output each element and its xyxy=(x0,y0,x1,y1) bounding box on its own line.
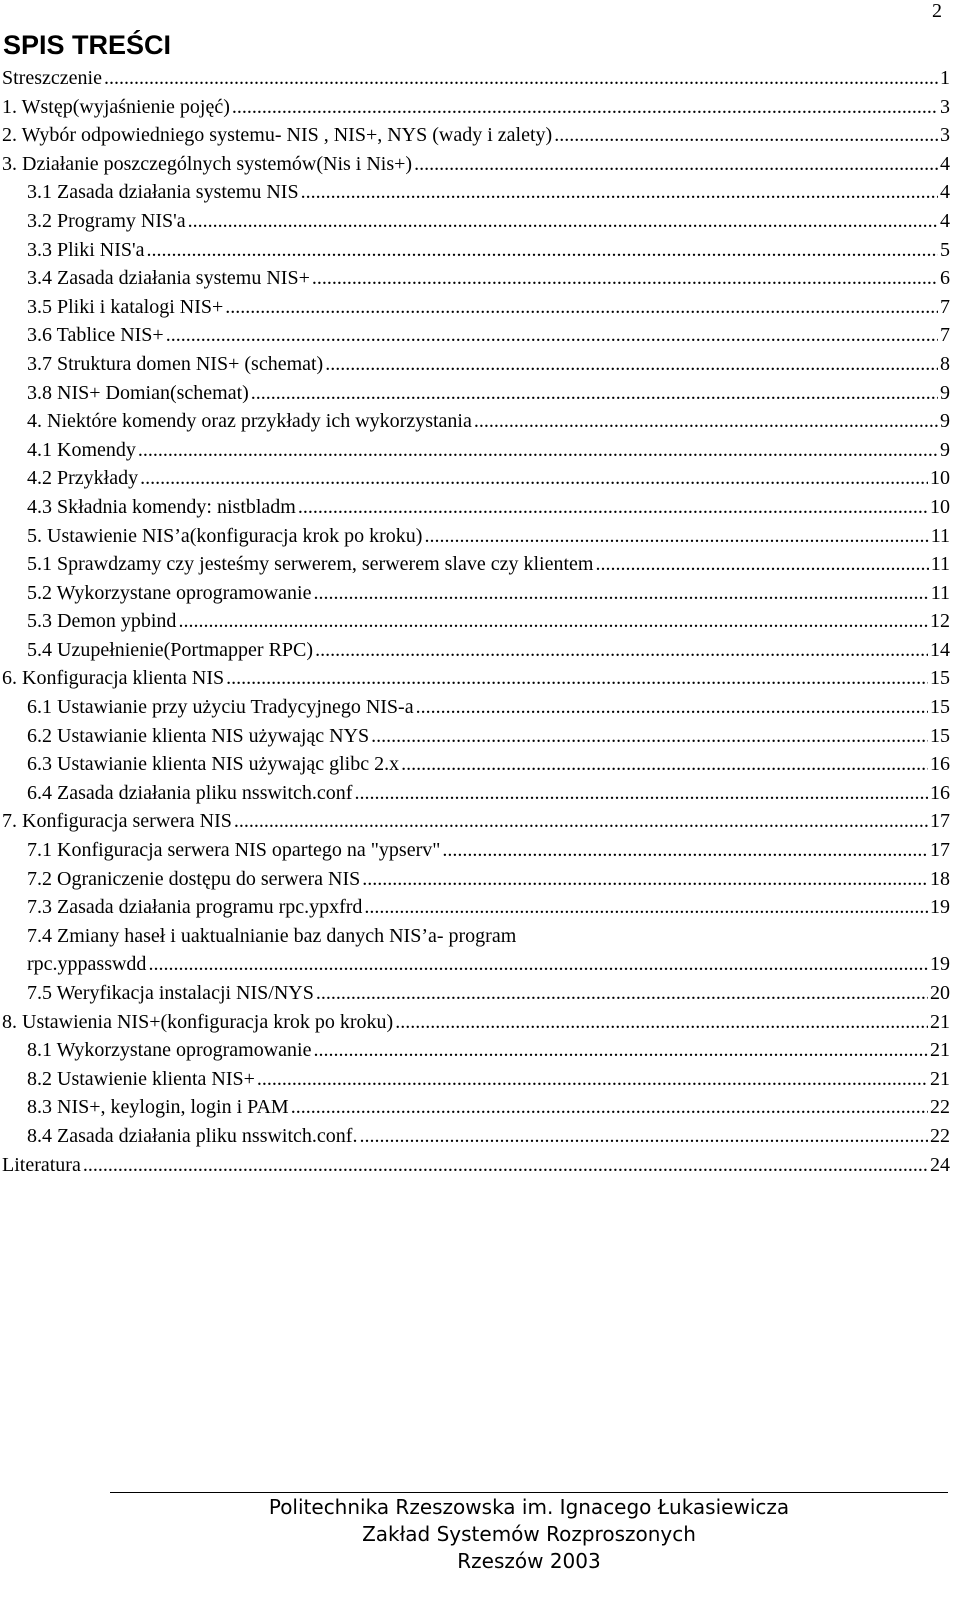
toc-dot-leader xyxy=(315,636,928,665)
toc-entry-page: 5 xyxy=(940,238,950,261)
toc-entry[interactable] xyxy=(0,1151,950,1180)
toc-entry-label: 5. Ustawienie NIS’a(konfiguracja krok po kroku) xyxy=(27,524,423,547)
toc-dot-leader xyxy=(104,64,938,93)
toc-dot-leader xyxy=(414,150,938,179)
toc-entry-page: 11 xyxy=(930,553,950,576)
toc-dot-leader xyxy=(313,1036,928,1065)
toc-entry-page: 16 xyxy=(930,781,950,804)
toc-entry-page: 21 xyxy=(930,1010,950,1033)
toc-entry-label: 7. Konfiguracja serwera NIS xyxy=(2,810,232,833)
toc-entry[interactable] xyxy=(0,979,950,1008)
toc-entry-page: 24 xyxy=(930,1153,950,1176)
toc-dot-leader xyxy=(291,1093,928,1122)
toc-entry[interactable] xyxy=(0,779,950,808)
toc-entry[interactable] xyxy=(0,264,950,293)
toc-entry-label: 3.8 NIS+ Domian(schemat) xyxy=(27,381,249,404)
toc-entry-label: 6.1 Ustawianie przy użyciu Tradycyjnego NIS-a xyxy=(27,696,414,719)
toc-entry[interactable] xyxy=(0,607,950,636)
toc-entry[interactable] xyxy=(0,693,950,722)
toc-entry-label: 5.1 Sprawdzamy czy jesteśmy serwerem, serwerem slave czy klientem xyxy=(27,553,594,576)
toc-dot-leader xyxy=(188,207,938,236)
toc-dot-leader xyxy=(371,722,928,751)
toc-entry[interactable] xyxy=(0,865,950,894)
toc-dot-leader xyxy=(234,807,928,836)
toc-entry-page: 8 xyxy=(940,352,950,375)
toc-entry-page: 17 xyxy=(930,839,950,862)
toc-entry-label: 7.5 Weryfikacja instalacji NIS/NYS xyxy=(27,982,314,1004)
toc-entry-label: 3.5 Pliki i katalogi NIS+ xyxy=(27,295,224,318)
toc-entry-page: 9 xyxy=(940,410,950,433)
toc-entry-page: 10 xyxy=(930,495,950,518)
toc-entry-label: 6.2 Ustawianie klienta NIS używając NYS xyxy=(27,724,370,747)
toc-entry[interactable] xyxy=(0,407,950,436)
toc-entry[interactable] xyxy=(0,636,950,665)
toc-entry-page: 22 xyxy=(930,1124,950,1147)
toc-dot-leader xyxy=(226,664,928,693)
toc-dot-leader xyxy=(416,693,928,722)
toc-entry[interactable] xyxy=(0,1065,950,1094)
toc-dot-leader xyxy=(401,750,928,779)
toc-entry[interactable] xyxy=(0,350,950,379)
footer-place-year: Rzeszów 2003 xyxy=(457,1549,601,1573)
toc-dot-leader xyxy=(595,550,928,579)
toc-entry-page: 3 xyxy=(940,124,950,147)
toc-entry-label: 7.1 Konfiguracja serwera NIS opartego na "ypserv" xyxy=(27,839,441,862)
toc-entry[interactable] xyxy=(0,1093,950,1122)
toc-dot-leader xyxy=(362,865,928,894)
toc-dot-leader xyxy=(424,522,928,551)
toc-dot-leader xyxy=(140,464,928,493)
toc-dot-leader xyxy=(298,493,928,522)
toc-entry-label: 5.4 Uzupełnienie(Portmapper RPC) xyxy=(27,638,314,661)
toc-entry-label: 2. Wybór odpowiedniego systemu- NIS , NIS+, NYS (wady i zalety) xyxy=(2,124,553,147)
toc-entry-label: 7.3 Zasada działania programu rpc.ypxfrd xyxy=(27,896,363,919)
toc-entry-label: 3.6 Tablice NIS+ xyxy=(27,324,164,347)
toc-entry-label: 8.4 Zasada działania pliku nsswitch.conf. xyxy=(27,1124,358,1147)
toc-entry[interactable] xyxy=(0,1036,950,1065)
toc-dot-leader xyxy=(354,779,928,808)
toc-entry-page: 4 xyxy=(940,209,950,232)
toc-entry-page: 11 xyxy=(930,524,950,547)
toc-entry-page: 15 xyxy=(930,696,950,719)
toc-entry-page: 19 xyxy=(930,896,950,919)
toc-entry-label: 6.3 Ustawianie klienta NIS używając glibc 2.x xyxy=(27,753,400,776)
toc-dot-leader xyxy=(316,979,928,1008)
toc-entry-label: 6. Konfiguracja klienta NIS xyxy=(2,667,225,690)
toc-entry[interactable] xyxy=(0,722,950,751)
toc-entry-label: 3. Działanie poszczególnych systemów(Nis i Nis+) xyxy=(2,152,413,175)
toc-dot-leader xyxy=(313,579,928,608)
toc-entry[interactable] xyxy=(0,664,950,693)
toc-dot-leader xyxy=(364,893,928,922)
footer-university: Politechnika Rzeszowska im. Ignacego Łukasiewicza xyxy=(268,1495,790,1519)
toc-entry-page: 11 xyxy=(930,581,950,604)
toc-dot-leader xyxy=(442,836,928,865)
toc-entry[interactable] xyxy=(0,436,950,465)
toc-dot-leader xyxy=(395,1008,928,1037)
toc-entry-page: 17 xyxy=(930,810,950,833)
page-number: 2 xyxy=(932,0,942,22)
toc-entry[interactable] xyxy=(0,1122,950,1151)
toc-dot-leader xyxy=(178,607,928,636)
toc-entry-page: 1 xyxy=(940,67,950,89)
toc-entry-label: 7.4 Zmiany haseł i uaktualnianie baz danych NIS’a- program xyxy=(27,924,517,947)
toc-entry-page: 9 xyxy=(940,381,950,404)
toc-dot-leader xyxy=(225,293,938,322)
toc-dot-leader xyxy=(359,1122,928,1151)
toc-entry-label: 8.1 Wykorzystane oprogramowanie xyxy=(27,1039,312,1062)
toc-entry[interactable] xyxy=(0,207,950,236)
toc-dot-leader xyxy=(138,436,938,465)
toc-entry-page: 16 xyxy=(930,753,950,776)
toc-entry[interactable] xyxy=(0,950,950,979)
toc-entry[interactable] xyxy=(0,893,950,922)
toc-entry-page: 4 xyxy=(940,181,950,204)
toc-entry-page: 7 xyxy=(940,295,950,318)
toc-dot-leader xyxy=(474,407,938,436)
toc-entry[interactable] xyxy=(0,836,950,865)
toc-entry-page: 20 xyxy=(930,982,950,1004)
toc-entry[interactable] xyxy=(0,522,950,551)
toc-entry-page: 15 xyxy=(930,667,950,690)
toc-entry-label: 3.7 Struktura domen NIS+ (schemat) xyxy=(27,352,324,375)
toc-dot-leader xyxy=(325,350,938,379)
toc-entry[interactable] xyxy=(0,64,950,93)
toc-entry-page: 18 xyxy=(930,867,950,890)
toc-dot-leader xyxy=(148,950,928,979)
table-of-contents xyxy=(0,64,950,1179)
toc-entry-page: 19 xyxy=(930,953,950,976)
toc-entry-label: 8.3 NIS+, keylogin, login i PAM xyxy=(27,1096,289,1119)
toc-entry-page: 21 xyxy=(930,1067,950,1090)
toc-entry-label: 8. Ustawienia NIS+(konfiguracja krok po kroku) xyxy=(2,1010,394,1033)
toc-entry[interactable] xyxy=(0,579,950,608)
toc-entry[interactable] xyxy=(0,807,950,836)
toc-entry-label: 5.3 Demon ypbind xyxy=(27,610,177,633)
toc-entry[interactable] xyxy=(0,178,950,207)
toc-dot-leader xyxy=(312,264,938,293)
toc-entry-label: 4.2 Przykłady xyxy=(27,467,139,490)
toc-entry[interactable] xyxy=(0,464,950,493)
toc-entry[interactable] xyxy=(0,121,950,150)
toc-entry[interactable] xyxy=(0,236,950,265)
toc-entry[interactable] xyxy=(0,750,950,779)
toc-entry-label: 4.3 Składnia komendy: nistbladm xyxy=(27,495,296,518)
footer xyxy=(110,1494,948,1575)
toc-entry-page: 22 xyxy=(930,1096,950,1119)
toc-entry[interactable] xyxy=(0,493,950,522)
toc-entry-page: 15 xyxy=(930,724,950,747)
toc-entry[interactable] xyxy=(0,1008,950,1037)
toc-entry-label: 5.2 Wykorzystane oprogramowanie xyxy=(27,581,312,604)
toc-entry[interactable] xyxy=(0,150,950,179)
toc-dot-leader xyxy=(251,379,938,408)
toc-entry-label: 4.1 Komendy xyxy=(27,438,136,461)
toc-entry-label: 3.4 Zasada działania systemu NIS+ xyxy=(27,267,310,290)
footer-divider xyxy=(110,1492,948,1493)
toc-entry-page: 9 xyxy=(940,438,950,461)
toc-entry[interactable] xyxy=(0,379,950,408)
toc-entry-page: 4 xyxy=(940,152,950,175)
toc-entry-label: 3.2 Programy NIS'a xyxy=(27,209,186,232)
toc-entry-label: 7.2 Ograniczenie dostępu do serwera NIS xyxy=(27,867,361,890)
toc-entry[interactable] xyxy=(0,321,950,350)
toc-dot-leader xyxy=(166,321,938,350)
toc-entry-label: 1. Wstęp(wyjaśnienie pojęć) xyxy=(2,95,230,118)
toc-entry-label: 6.4 Zasada działania pliku nsswitch.conf xyxy=(27,781,353,804)
toc-entry-label: 3.1 Zasada działania systemu NIS xyxy=(27,181,299,204)
toc-dot-leader xyxy=(83,1151,928,1180)
toc-entry-page: 7 xyxy=(940,324,950,347)
toc-dot-leader xyxy=(257,1065,928,1094)
toc-entry-label: rpc.yppasswdd xyxy=(27,953,147,976)
footer-department: Zakład Systemów Rozproszonych xyxy=(362,1522,696,1546)
toc-entry-page: 3 xyxy=(940,95,950,118)
toc-entry[interactable] xyxy=(0,293,950,322)
toc-dot-leader xyxy=(554,121,938,150)
toc-entry-page: 14 xyxy=(930,638,950,661)
toc-entry-label: Literatura xyxy=(2,1153,81,1176)
toc-entry-label: Streszczenie xyxy=(2,67,102,89)
toc-entry-page: 6 xyxy=(940,267,950,290)
toc-entry-page: 21 xyxy=(930,1039,950,1062)
toc-entry[interactable] xyxy=(0,93,950,122)
toc-entry-label: 4. Niektóre komendy oraz przykłady ich wykorzystania xyxy=(27,410,472,433)
toc-dot-leader xyxy=(147,236,939,265)
toc-entry-page: 10 xyxy=(930,467,950,490)
toc-entry-label: 8.2 Ustawienie klienta NIS+ xyxy=(27,1067,255,1090)
toc-entry[interactable] xyxy=(0,550,950,579)
toc-entry-page: 12 xyxy=(930,610,950,633)
toc-entry[interactable] xyxy=(0,922,950,951)
toc-dot-leader xyxy=(232,93,938,122)
toc-title: SPIS TREŚCI xyxy=(3,30,172,60)
toc-dot-leader xyxy=(301,178,938,207)
toc-entry-label: 3.3 Pliki NIS'a xyxy=(27,238,145,261)
